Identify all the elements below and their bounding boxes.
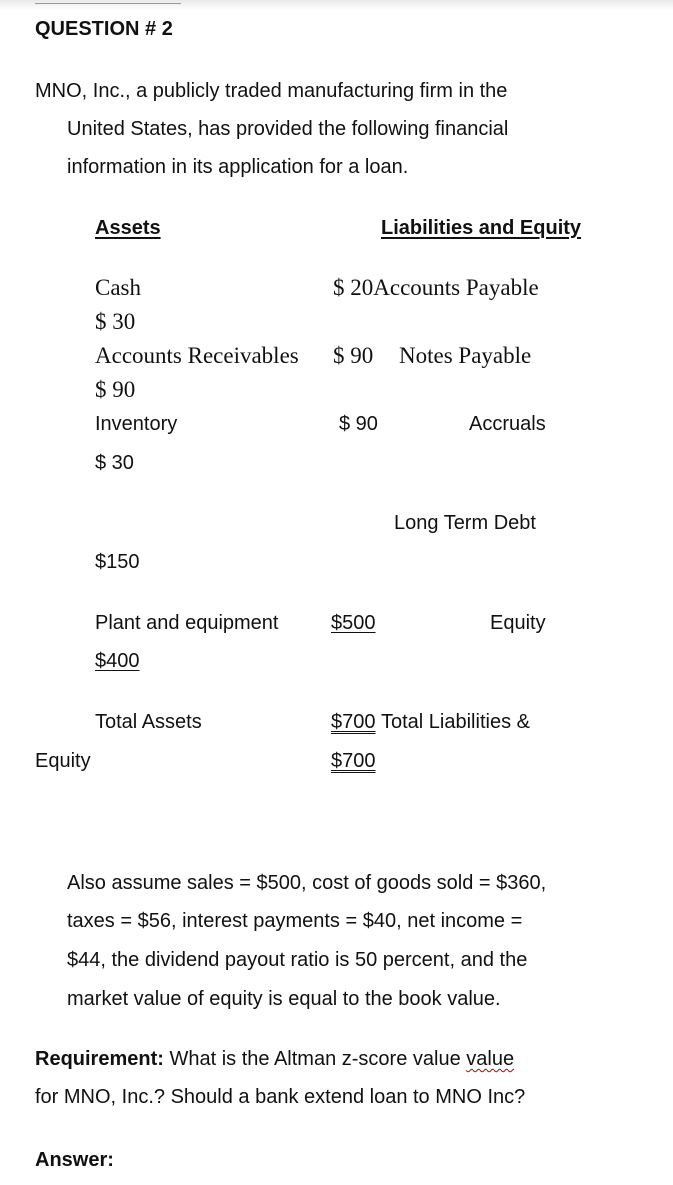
total-assets-value: $700 [331,711,376,733]
accruals-label: Accruals [469,413,546,435]
answer-label: Answer: [35,1149,114,1171]
assumptions-line-1: Also assume sales = $500, cost of goods sold = $360, [67,872,547,894]
intro-line-2: United States, has provided the following financial [67,118,509,140]
accounts-payable-value: $ 30 [95,309,136,334]
total-liabilities-equity-label: Total Liabilities & [381,711,530,733]
long-term-debt-value: $150 [95,551,140,573]
assumptions-line-3: $44, the dividend payout ratio is 50 percent, and the [67,949,528,971]
inventory-value: $ 90 [339,413,378,435]
repeated-word: value [466,1048,515,1070]
page-top-edge [0,0,673,10]
plant-equipment-label: Plant and equipment [95,612,279,634]
assumptions-line-2: taxes = $56, interest payments = $40, net income = [67,910,523,932]
total-liabilities-equity-label-cont: Equity [35,750,91,772]
total-assets-label: Total Assets [95,711,202,733]
requirement-label: Requirement: [35,1048,164,1070]
requirement-text: What is the Altman z-score value [163,1048,467,1070]
equity-label: Equity [490,612,546,634]
accounts-receivables-value: $ 90 [333,343,374,368]
total-liabilities-equity-value: $700 [331,750,376,772]
plant-equipment-value: $500 [331,612,376,634]
equity-value: $400 [95,650,140,672]
intro-line-3: information in its application for a loan. [67,156,409,178]
requirement-line-2: for MNO, Inc.? Should a bank extend loan to MNO Inc? [35,1086,526,1108]
notes-payable-value: $ 90 [95,377,136,402]
accruals-value: $ 30 [95,452,134,474]
liabilities-equity-header: Liabilities and Equity [381,217,582,239]
assumptions-line-4: market value of equity is equal to the book value. [67,988,501,1010]
notes-payable-label: Notes Payable [399,343,532,368]
requirement-line-1 [35,1047,514,1071]
assets-header: Assets [95,217,161,239]
title-rule [35,3,181,4]
inventory-label: Inventory [95,413,178,435]
accounts-receivables-label: Accounts Receivables [95,343,299,368]
intro-line-1: MNO, Inc., a publicly traded manufacturing firm in the [35,80,508,102]
cash-label: Cash [95,275,141,300]
question-title: QUESTION # 2 [35,18,173,40]
cash-value-accounts-payable-label: $ 20Accounts Payable [333,275,539,300]
long-term-debt-label: Long Term Debt [394,512,536,534]
